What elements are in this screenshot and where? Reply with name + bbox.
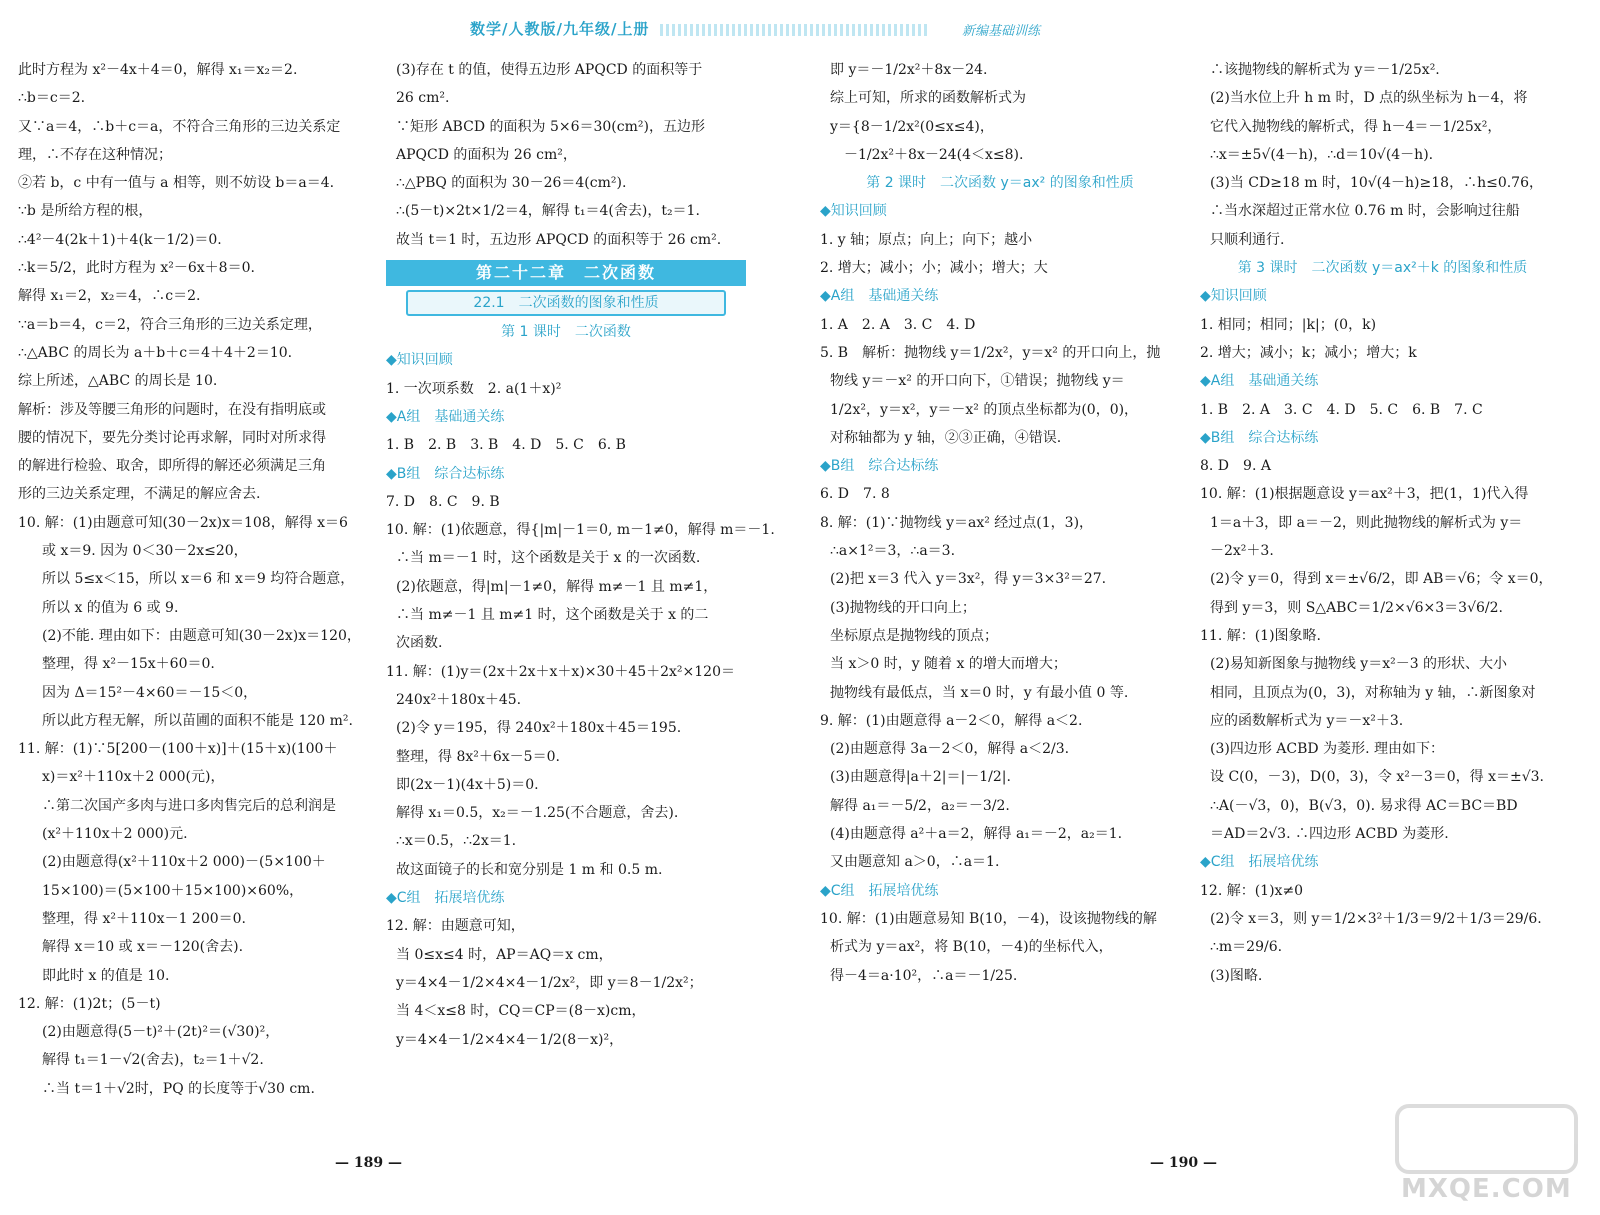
text-line: 10. 解：(1)由题意易知 B(10，－4)，设该抛物线的解 — [820, 910, 1157, 927]
lesson-title: 第 2 课时 二次函数 y＝ax² 的图象和性质 — [866, 175, 1134, 192]
text-line: 整理，得 x²＋110x－1 200＝0. — [42, 910, 247, 927]
text-line: 当 x＞0 时，y 随着 x 的增大而增大； — [830, 656, 1067, 673]
text-line: 所以此方程无解，所以苗圃的面积不能是 120 m². — [42, 712, 353, 729]
text-line: APQCD 的面积为 26 cm²， — [396, 146, 577, 163]
text-line: ∴a×1²＝3，∴a＝3. — [830, 543, 956, 560]
text-line: ＝AD＝2√3. ∴四边形 ACBD 为菱形. — [1210, 826, 1449, 843]
text-line: 1/2x²，y＝x²，y＝－x² 的顶点坐标都为(0，0)， — [830, 401, 1139, 418]
text-line: y＝{8－1/2x²(0≤x≤4)， — [830, 118, 994, 135]
text-line: (x²＋110x＋2 000)元. — [42, 826, 188, 843]
text-line: 又∵a＝4，∴b＋c＝a，不符合三角形的三边关系定 — [18, 118, 341, 135]
section-label: ◆知识回顾 — [820, 203, 887, 220]
text-line: 次函数. — [396, 635, 443, 652]
section-label: ◆A组 基础通关练 — [386, 408, 505, 425]
page-header — [470, 18, 1040, 40]
text-line: 整理，得 x²－15x＋60＝0. — [42, 656, 215, 673]
text-line: 解得 x₁＝0.5，x₂＝－1.25(不合题意，舍去). — [396, 805, 679, 822]
section-label: ◆A组 基础通关练 — [820, 288, 939, 305]
text-line: 11. 解：(1)y＝(2x＋2x＋x＋x)×30＋45＋2x²×120＝ — [386, 663, 736, 680]
text-line: 12. 解：(1)2t；(5－t) — [18, 995, 161, 1012]
text-line: (3)抛物线的开口向上； — [830, 599, 976, 616]
text-line: (3)当 CD≥18 m 时，10√(4－h)≥18，∴h≤0.76， — [1210, 175, 1543, 192]
text-line: ∴当水深超过正常水位 0.76 m 时，会影响过往船 — [1210, 203, 1520, 220]
text-line: ∴m＝29/6. — [1210, 939, 1283, 956]
text-line: 10. 解：(1)依题意，得{|m|－1＝0, m－1≠0，解得 m＝－1. — [386, 522, 775, 539]
text-line: 的解进行检验、取舍，即所得的解还必须满足三角 — [18, 458, 326, 475]
text-line: 12. 解：(1)x≠0 — [1200, 882, 1304, 899]
section-label: ◆知识回顾 — [1200, 288, 1267, 305]
column-3 — [820, 56, 1180, 990]
text-line: 2. 增大；减小；小；减小；增大；大 — [820, 260, 1048, 277]
text-line: －2x²＋3. — [1210, 543, 1274, 560]
text-line: (4)由题意得 a²＋a＝2，解得 a₁＝－2，a₂＝1. — [830, 826, 1123, 843]
text-line: (2)依题意，得|m|－1≠0，解得 m≠－1 且 m≠1， — [396, 578, 718, 595]
text-line: 故这面镜子的长和宽分别是 1 m 和 0.5 m. — [396, 861, 663, 878]
watermark-logo-icon — [1395, 1104, 1578, 1174]
section-label: ◆知识回顾 — [386, 352, 453, 369]
text-line: 6. D 7. 8 — [820, 486, 890, 503]
text-line: 应的函数解析式为 y＝－x²＋3. — [1210, 712, 1404, 729]
page-number-right: — 190 — — [1150, 1155, 1217, 1171]
header-title: 数学/人教版/九年级/上册 — [470, 20, 650, 38]
text-line: ∴x＝0.5，∴2x＝1. — [396, 833, 517, 850]
header-decor-band — [660, 24, 930, 36]
text-line: 析式为 y＝ax²，将 B(10，－4)的坐标代入， — [830, 939, 1113, 956]
text-line: ∴当 m≠－1 且 m≠1 时，这个函数是关于 x 的二 — [396, 607, 709, 624]
text-line: 11. 解：(1)∵5[200－(100＋x)]＋(15＋x)(100＋ — [18, 741, 338, 758]
text-line: 12. 解：由题意可知， — [386, 918, 525, 935]
text-line: ∴△PBQ 的面积为 30－26＝4(cm²). — [396, 175, 627, 192]
text-line: 解得 x₁＝2，x₂＝4，∴c＝2. — [18, 288, 201, 305]
text-line: ∴当 t＝1＋√2时，PQ 的长度等于√30 cm. — [42, 1080, 315, 1097]
text-line: 即 y＝－1/2x²＋8x－24. — [830, 62, 988, 78]
text-line: ∵a＝b＝4，c＝2，符合三角形的三边关系定理， — [18, 316, 322, 333]
page-number-left: — 189 — — [335, 1155, 402, 1171]
text-line: ∵b 是所给方程的根， — [18, 203, 153, 220]
text-line: 相同，且顶点为(0，3)，对称轴为 y 轴，∴新图象对 — [1210, 684, 1536, 701]
text-line: ∴(5－t)×2t×1/2＝4，解得 t₁＝4(舍去)，t₂＝1. — [396, 203, 700, 220]
text-line: (2)由题意得(x²＋110x＋2 000)－(5×100＋ — [42, 854, 326, 871]
text-line: 1. 一次项系数 2. a(1＋x)² — [386, 380, 562, 397]
text-line: (3)图略. — [1210, 967, 1263, 984]
text-line: (2)令 x＝3，则 y＝1/2×3²＋1/3＝9/2＋1/3＝29/6. — [1210, 910, 1542, 927]
text-line: 整理，得 8x²＋6x－5＝0. — [396, 748, 560, 765]
text-line: －1/2x²＋8x－24(4＜x≤8). — [844, 146, 1024, 163]
text-line: 10. 解：(1)根据题意设 y＝ax²＋3，把(1，1)代入得 — [1200, 486, 1529, 503]
text-line: 即(2x－1)(4x＋5)＝0. — [396, 776, 539, 793]
text-line: ∴A(－√3，0)，B(√3，0). 易求得 AC＝BC＝BD — [1210, 797, 1518, 814]
text-line: ∴第二次国产多肉与进口多肉售完后的总利润是 — [42, 797, 336, 814]
text-line: 理，∴不存在这种情况； — [18, 146, 172, 163]
text-line: 1. 相同；相同；|k|；(0，k) — [1200, 316, 1377, 333]
text-line: 因为 Δ＝15²－4×60＝－15＜0， — [42, 684, 258, 701]
text-line: 只顺利通行. — [1210, 231, 1285, 248]
text-line: 所以 5≤x＜15，所以 x＝6 和 x＝9 均符合题意， — [42, 571, 355, 588]
text-line: ∴x＝±5√(4－h)，∴d＝10√(4－h). — [1210, 146, 1434, 163]
text-line: ②若 b，c 中有一值与 a 相等，则不妨设 b＝a＝4. — [18, 175, 335, 192]
text-line: 得－4＝a·10²，∴a＝－1/25. — [830, 967, 1018, 984]
header-series: 新编基础训练 — [961, 24, 1040, 39]
section-label: ◆C组 拓展培优练 — [1200, 854, 1319, 871]
text-line: 综上所述，△ABC 的周长是 10. — [18, 373, 218, 390]
text-line: y＝4×4－1/2×4×4－1/2(8－x)²， — [396, 1031, 624, 1048]
text-line: 此时方程为 x²－4x＋4＝0，解得 x₁＝x₂＝2. — [18, 62, 298, 78]
text-line: 26 cm². — [396, 90, 450, 107]
text-line: (2)不能. 理由如下：由题意可知(30－2x)x＝120， — [42, 627, 361, 644]
text-line: 解得 x＝10 或 x＝－120(舍去). — [42, 939, 244, 956]
text-line: 240x²＋180x＋45. — [396, 691, 522, 708]
watermark-site-text: MXQE.COM — [1401, 1174, 1572, 1204]
text-line: (2)由题意得(5－t)²＋(2t)²＝(√30)²， — [42, 1024, 280, 1041]
text-line: 腰的情况下，要先分类讨论再求解，同时对所求得 — [18, 429, 326, 446]
section-label: ◆C组 拓展培优练 — [386, 890, 505, 907]
text-line: 即此时 x 的值是 10. — [42, 967, 170, 984]
text-line: 1. y 轴；原点；向上；向下；越小 — [820, 231, 1033, 248]
text-line: 1. B 2. A 3. C 4. D 5. C 6. B 7. C — [1200, 401, 1483, 418]
text-line: 解得 t₁＝1－√2(舍去)，t₂＝1＋√2. — [42, 1052, 264, 1069]
text-line: 形的三边关系定理，不满足的解应舍去. — [18, 486, 261, 503]
text-line: 1. A 2. A 3. C 4. D — [820, 316, 976, 333]
section-label: ◆B组 综合达标练 — [1200, 429, 1319, 446]
text-line: 8. D 9. A — [1200, 458, 1271, 475]
text-line: (2)令 y＝0，得到 x＝±√6/2，即 AB＝√6；令 x＝0， — [1210, 571, 1553, 588]
text-line: 得到 y＝3，则 S△ABC＝1/2×√6×3＝3√6/2. — [1210, 599, 1503, 616]
section-label: ◆B组 综合达标练 — [820, 458, 939, 475]
text-line: 1＝a＋3，即 a＝－2，则此抛物线的解析式为 y＝ — [1210, 514, 1523, 531]
column-4 — [1200, 56, 1565, 990]
text-line: 它代入抛物线的解析式，得 h－4＝－1/25x²， — [1210, 118, 1502, 135]
text-line: 2. 增大；减小；k；减小；增大；k — [1200, 344, 1417, 361]
text-line: 对称轴都为 y 轴，②③正确，④错误. — [830, 429, 1062, 446]
section-label: ◆B组 综合达标练 — [386, 465, 505, 482]
text-line: 1. B 2. B 3. B 4. D 5. C 6. B — [386, 437, 626, 454]
chapter-heading: 第二十二章 二次函数 — [386, 260, 746, 286]
text-line: ∴4²－4(2k＋1)＋4(k－1/2)＝0. — [18, 231, 222, 248]
text-line: (2)当水位上升 h m 时，D 点的纵坐标为 h－4，将 — [1210, 90, 1528, 107]
lesson-title: 第 1 课时 二次函数 — [501, 324, 631, 341]
text-line: x)＝x²＋110x＋2 000(元)， — [42, 769, 225, 786]
text-line: 物线 y＝－x² 的开口向下，①错误；抛物线 y＝ — [830, 373, 1125, 390]
text-line: 8. 解：(1)∵抛物线 y＝ax² 经过点(1，3)， — [820, 514, 1094, 531]
text-line: 所以 x 的值为 6 或 9. — [42, 599, 179, 616]
text-line: (2)把 x＝3 代入 y＝3x²，得 y＝3×3²＝27. — [830, 571, 1107, 588]
text-line: 故当 t＝1 时，五边形 APQCD 的面积等于 26 cm². — [396, 231, 722, 248]
text-line: 5. B 解析：抛物线 y＝1/2x²，y＝x² 的开口向上，抛 — [820, 344, 1161, 361]
text-line: 综上可知，所求的函数解析式为 — [830, 90, 1026, 107]
text-line: 当 4＜x≤8 时，CQ＝CP＝(8－x)cm， — [396, 1003, 646, 1020]
text-line: 解得 a₁＝－5/2，a₂＝－3/2. — [830, 797, 1010, 814]
lesson-title: 第 3 课时 二次函数 y＝ax²＋k 的图象和性质 — [1237, 260, 1528, 277]
text-line: (3)四边形 ACBD 为菱形. 理由如下： — [1210, 741, 1444, 758]
text-line: ∵矩形 ABCD 的面积为 5×6＝30(cm²)，五边形 — [396, 118, 705, 135]
section-label: ◆A组 基础通关练 — [1200, 373, 1319, 390]
text-line: 11. 解：(1)图象略. — [1200, 627, 1321, 644]
text-line: ∴该抛物线的解析式为 y＝－1/25x². — [1210, 62, 1440, 78]
text-line: (3)存在 t 的值，使得五边形 APQCD 的面积等于 — [396, 62, 703, 78]
text-line: 设 C(0，－3)，D(0，3)，令 x²－3＝0，得 x＝±√3. — [1210, 769, 1544, 786]
text-line: ∴k＝5/2，此时方程为 x²－6x＋8＝0. — [18, 260, 255, 277]
section-label: ◆C组 拓展培优练 — [820, 882, 939, 899]
text-line: (3)由题意得|a＋2|＝|－1/2|. — [830, 769, 1011, 786]
section-heading: 22.1 二次函数的图象和性质 — [406, 290, 726, 316]
text-line: 又由题意知 a＞0，∴a＝1. — [830, 854, 1000, 871]
text-line: 10. 解：(1)由题意可知(30－2x)x＝108，解得 x＝6 — [18, 514, 348, 531]
text-line: 或 x＝9. 因为 0＜30－2x≤20， — [42, 543, 248, 560]
text-line: 7. D 8. C 9. B — [386, 493, 500, 510]
text-line: 9. 解：(1)由题意得 a－2＜0，解得 a＜2. — [820, 712, 1083, 729]
text-line: (2)易知新图象与抛物线 y＝x²－3 的形状、大小 — [1210, 656, 1508, 673]
text-line: y＝4×4－1/2×4×4－1/2x²，即 y＝8－1/2x²； — [396, 974, 703, 991]
site-watermark — [1395, 1104, 1570, 1209]
text-line: (2)由题意得 3a－2＜0，解得 a＜2/3. — [830, 741, 1070, 758]
text-line: ∴当 m＝－1 时，这个函数是关于 x 的一次函数. — [396, 550, 701, 567]
text-line: 坐标原点是抛物线的顶点； — [830, 627, 998, 644]
column-1 — [18, 56, 373, 1103]
text-line: ∴b＝c＝2. — [18, 90, 86, 107]
text-line: 抛物线有最低点，当 x＝0 时，y 有最小值 0 等. — [830, 684, 1129, 701]
text-line: 解析：涉及等腰三角形的问题时，在没有指明底或 — [18, 401, 326, 418]
column-2 — [386, 56, 775, 1054]
text-line: 15×100)＝(5×100＋15×100)×60%， — [42, 882, 304, 899]
text-line: (2)令 y＝195，得 240x²＋180x＋45＝195. — [396, 720, 682, 737]
text-line: ∴△ABC 的周长为 a＋b＋c＝4＋4＋2＝10. — [18, 344, 293, 361]
text-line: 当 0≤x≤4 时，AP＝AQ＝x cm， — [396, 946, 613, 963]
